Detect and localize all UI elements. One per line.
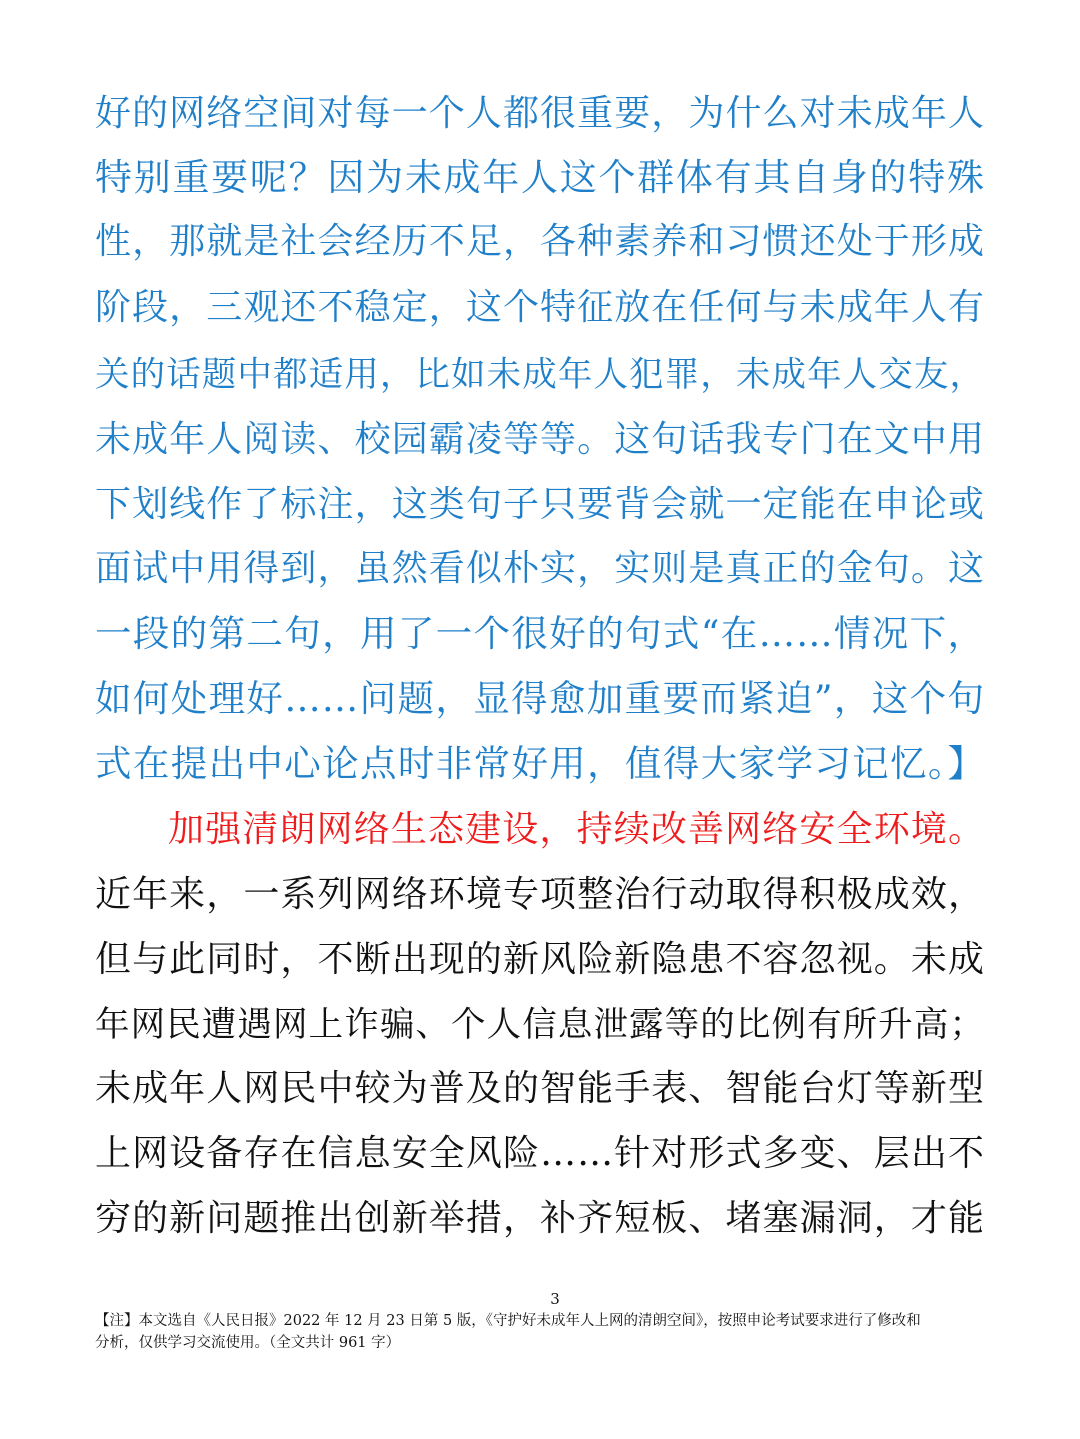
commentary-line: 特别重要呢？因为未成年人这个群体有其自身的特殊 — [95, 156, 985, 199]
body-line: 近年来，一系列网络环境专项整治行动取得积极成效， — [95, 874, 985, 915]
commentary-line: 关的话题中都适用，比如未成年人犯罪，未成年人交友， — [95, 355, 985, 395]
footnote-line: 【注】本文选自《人民日报》2022 年 12 月 23 日第 5 版，《守护好未成年人上网的清朗空间》，按照申论考试要求进行了修改和 — [95, 1313, 921, 1329]
body-line: 未成年人网民中较为普及的智能手表、智能台灯等新型 — [95, 1068, 985, 1109]
body-line: 但与此同时，不断出现的新风险新隐患不容忽视。未成 — [95, 939, 985, 980]
section-heading: 加强清朗网络生态建设，持续改善网络安全环境。 — [168, 809, 985, 850]
page-number: 3 — [550, 1290, 560, 1308]
commentary-line: 式在提出中心论点时非常好用，值得大家学习记忆。】 — [95, 742, 985, 785]
commentary-line: 未成年人阅读、校园霸凌等等。这句话我专门在文中用 — [95, 419, 985, 460]
commentary-line: 一段的第二句，用了一个很好的句式“在……情况下， — [95, 612, 985, 655]
commentary-line: 如何处理好……问题，显得愈加重要而紧迫”，这个句 — [95, 677, 985, 720]
commentary-line: 性，那就是社会经历不足，各种素养和习惯还处于形成 — [95, 221, 985, 262]
commentary-line: 阶段，三观还不稳定，这个特征放在任何与未成年人有 — [95, 287, 985, 328]
commentary-line: 好的网络空间对每一个人都很重要，为什么对未成年人 — [95, 93, 985, 134]
body-line: 年网民遭遇网上诈骗、个人信息泄露等的比例有所升高； — [95, 1005, 985, 1045]
commentary-line: 下划线作了标注，这类句子只要背会就一定能在申论或 — [95, 484, 985, 525]
footnote-line: 分析，仅供学习交流使用。（全文共计 961 字） — [95, 1335, 401, 1351]
commentary-line: 面试中用得到，虽然看似朴实，实则是真正的金句。这 — [95, 548, 985, 589]
body-line: 上网设备存在信息安全风险……针对形式多变、层出不 — [95, 1133, 985, 1174]
body-line: 穷的新问题推出创新举措，补齐短板、堵塞漏洞，才能 — [95, 1198, 985, 1239]
